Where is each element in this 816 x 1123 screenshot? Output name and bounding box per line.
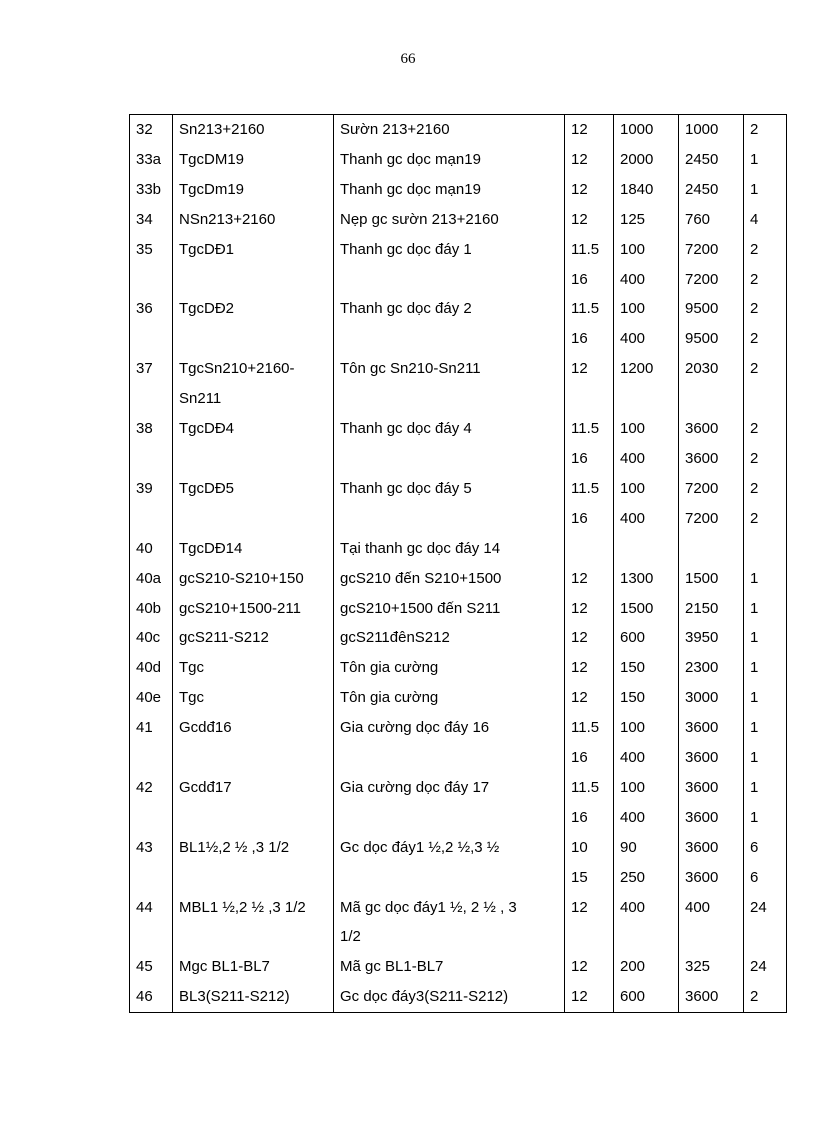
length-cell: 2150 (679, 594, 744, 624)
description-cell: Gia cường dọc đáy 16 (334, 713, 565, 743)
quantity-cell: 1 (744, 175, 787, 205)
item-number-cell: 40c (130, 623, 173, 653)
description-cell: Tại thanh gc dọc đáy 14 (334, 534, 565, 564)
part-code-cell (173, 265, 334, 295)
width-cell: 125 (614, 205, 679, 235)
table-row (130, 205, 787, 235)
item-number-cell: 42 (130, 773, 173, 803)
part-code-cell: Mgc BL1-BL7 (173, 952, 334, 982)
width-cell: 100 (614, 294, 679, 324)
description-cell: Thanh gc dọc mạn19 (334, 175, 565, 205)
part-code-cell (173, 922, 334, 952)
thickness-cell: 12 (565, 354, 614, 384)
quantity-cell: 1 (744, 564, 787, 594)
width-cell: 1840 (614, 175, 679, 205)
width-cell: 150 (614, 653, 679, 683)
part-code-cell (173, 803, 334, 833)
quantity-cell: 2 (744, 444, 787, 474)
quantity-cell: 2 (744, 474, 787, 504)
length-cell: 3600 (679, 444, 744, 474)
part-code-cell: Gcdđ17 (173, 773, 334, 803)
description-cell: gcS210 đến S210+1500 (334, 564, 565, 594)
item-number-cell (130, 743, 173, 773)
length-cell: 9500 (679, 294, 744, 324)
item-number-cell (130, 803, 173, 833)
part-code-cell: BL3(S211-S212) (173, 982, 334, 1012)
part-code-cell (173, 504, 334, 534)
part-code-cell: Tgc (173, 683, 334, 713)
item-number-cell: 45 (130, 952, 173, 982)
description-cell (334, 863, 565, 893)
table-row (130, 504, 787, 534)
length-cell: 3600 (679, 414, 744, 444)
quantity-cell (744, 922, 787, 952)
description-cell: Thanh gc dọc đáy 1 (334, 235, 565, 265)
quantity-cell: 1 (744, 623, 787, 653)
parts-table (129, 114, 787, 1013)
description-cell (334, 384, 565, 414)
table-row (130, 294, 787, 324)
item-number-cell: 35 (130, 235, 173, 265)
length-cell: 9500 (679, 324, 744, 354)
table-row (130, 534, 787, 564)
thickness-cell: 11.5 (565, 773, 614, 803)
length-cell: 7200 (679, 474, 744, 504)
item-number-cell (130, 444, 173, 474)
length-cell (679, 384, 744, 414)
quantity-cell (744, 384, 787, 414)
description-cell: Mã gc BL1-BL7 (334, 952, 565, 982)
width-cell (614, 534, 679, 564)
part-code-cell (173, 743, 334, 773)
thickness-cell: 12 (565, 952, 614, 982)
item-number-cell (130, 504, 173, 534)
length-cell: 325 (679, 952, 744, 982)
width-cell (614, 384, 679, 414)
part-code-cell: Sn211 (173, 384, 334, 414)
description-cell (334, 265, 565, 295)
width-cell: 400 (614, 743, 679, 773)
item-number-cell (130, 384, 173, 414)
length-cell: 7200 (679, 504, 744, 534)
thickness-cell: 16 (565, 743, 614, 773)
quantity-cell: 24 (744, 952, 787, 982)
item-number-cell: 40a (130, 564, 173, 594)
item-number-cell: 34 (130, 205, 173, 235)
parts-table-body (130, 115, 787, 1013)
table-row (130, 683, 787, 713)
item-number-cell (130, 265, 173, 295)
width-cell: 150 (614, 683, 679, 713)
description-cell: Thanh gc dọc đáy 2 (334, 294, 565, 324)
table-row (130, 414, 787, 444)
width-cell: 1200 (614, 354, 679, 384)
width-cell: 100 (614, 474, 679, 504)
item-number-cell: 33a (130, 145, 173, 175)
part-code-cell: BL1½,2 ½ ,3 1/2 (173, 833, 334, 863)
quantity-cell: 2 (744, 235, 787, 265)
length-cell: 2030 (679, 354, 744, 384)
description-cell: Thanh gc dọc đáy 5 (334, 474, 565, 504)
part-code-cell: gcS210-S210+150 (173, 564, 334, 594)
thickness-cell: 10 (565, 833, 614, 863)
width-cell: 100 (614, 414, 679, 444)
length-cell: 3600 (679, 833, 744, 863)
table-row (130, 115, 787, 145)
width-cell: 2000 (614, 145, 679, 175)
width-cell: 200 (614, 952, 679, 982)
description-cell (334, 324, 565, 354)
item-number-cell: 37 (130, 354, 173, 384)
description-cell: Tôn gc Sn210-Sn211 (334, 354, 565, 384)
thickness-cell: 12 (565, 145, 614, 175)
width-cell: 600 (614, 982, 679, 1012)
length-cell (679, 922, 744, 952)
description-cell: Nẹp gc sườn 213+2160 (334, 205, 565, 235)
description-cell (334, 444, 565, 474)
length-cell: 400 (679, 893, 744, 923)
part-code-cell: MBL1 ½,2 ½ ,3 1/2 (173, 893, 334, 923)
thickness-cell: 12 (565, 205, 614, 235)
quantity-cell (744, 534, 787, 564)
width-cell: 90 (614, 833, 679, 863)
table-row (130, 594, 787, 624)
quantity-cell: 1 (744, 145, 787, 175)
thickness-cell: 16 (565, 265, 614, 295)
width-cell: 1300 (614, 564, 679, 594)
part-code-cell: gcS211-S212 (173, 623, 334, 653)
part-code-cell: gcS210+1500-211 (173, 594, 334, 624)
quantity-cell: 1 (744, 803, 787, 833)
quantity-cell: 1 (744, 683, 787, 713)
table-row (130, 354, 787, 384)
description-cell: Thanh gc dọc đáy 4 (334, 414, 565, 444)
thickness-cell: 11.5 (565, 414, 614, 444)
width-cell: 400 (614, 265, 679, 295)
quantity-cell: 24 (744, 893, 787, 923)
description-cell: Gc dọc đáy1 ½,2 ½,3 ½ (334, 833, 565, 863)
length-cell: 760 (679, 205, 744, 235)
table-row (130, 444, 787, 474)
thickness-cell: 15 (565, 863, 614, 893)
width-cell: 100 (614, 713, 679, 743)
table-row (130, 952, 787, 982)
quantity-cell: 2 (744, 294, 787, 324)
item-number-cell: 43 (130, 833, 173, 863)
description-cell: 1/2 (334, 922, 565, 952)
width-cell: 100 (614, 235, 679, 265)
table-row (130, 743, 787, 773)
item-number-cell (130, 922, 173, 952)
quantity-cell: 6 (744, 833, 787, 863)
table-row (130, 564, 787, 594)
quantity-cell: 2 (744, 115, 787, 145)
quantity-cell: 1 (744, 773, 787, 803)
item-number-cell: 39 (130, 474, 173, 504)
quantity-cell: 1 (744, 713, 787, 743)
quantity-cell: 2 (744, 265, 787, 295)
width-cell: 400 (614, 444, 679, 474)
item-number-cell: 46 (130, 982, 173, 1012)
item-number-cell (130, 324, 173, 354)
table-row (130, 145, 787, 175)
quantity-cell: 2 (744, 504, 787, 534)
width-cell: 1500 (614, 594, 679, 624)
table-row (130, 833, 787, 863)
thickness-cell: 12 (565, 982, 614, 1012)
item-number-cell: 33b (130, 175, 173, 205)
part-code-cell: TgcDĐ1 (173, 235, 334, 265)
thickness-cell: 16 (565, 803, 614, 833)
table-row (130, 175, 787, 205)
item-number-cell (130, 863, 173, 893)
width-cell: 400 (614, 893, 679, 923)
length-cell: 2300 (679, 653, 744, 683)
description-cell (334, 743, 565, 773)
quantity-cell: 2 (744, 324, 787, 354)
thickness-cell: 11.5 (565, 474, 614, 504)
item-number-cell: 41 (130, 713, 173, 743)
thickness-cell: 12 (565, 653, 614, 683)
length-cell: 7200 (679, 235, 744, 265)
description-cell: Sườn 213+2160 (334, 115, 565, 145)
part-code-cell: TgcDm19 (173, 175, 334, 205)
part-code-cell: TgcSn210+2160- (173, 354, 334, 384)
length-cell: 2450 (679, 175, 744, 205)
thickness-cell (565, 384, 614, 414)
table-row (130, 235, 787, 265)
length-cell: 3950 (679, 623, 744, 653)
description-cell: gcS210+1500 đến S211 (334, 594, 565, 624)
item-number-cell: 40e (130, 683, 173, 713)
part-code-cell: NSn213+2160 (173, 205, 334, 235)
length-cell: 3600 (679, 803, 744, 833)
quantity-cell: 2 (744, 354, 787, 384)
quantity-cell: 1 (744, 743, 787, 773)
description-cell: Gia cường dọc đáy 17 (334, 773, 565, 803)
table-row (130, 265, 787, 295)
part-code-cell: Gcdđ16 (173, 713, 334, 743)
length-cell: 7200 (679, 265, 744, 295)
description-cell: Mã gc dọc đáy1 ½, 2 ½ , 3 (334, 893, 565, 923)
table-row (130, 803, 787, 833)
table-row (130, 623, 787, 653)
thickness-cell: 12 (565, 115, 614, 145)
part-code-cell (173, 324, 334, 354)
table-row (130, 922, 787, 952)
thickness-cell: 11.5 (565, 235, 614, 265)
part-code-cell: Tgc (173, 653, 334, 683)
thickness-cell: 12 (565, 594, 614, 624)
thickness-cell: 12 (565, 175, 614, 205)
thickness-cell: 16 (565, 504, 614, 534)
table-row (130, 982, 787, 1012)
thickness-cell: 12 (565, 623, 614, 653)
quantity-cell: 4 (744, 205, 787, 235)
table-row (130, 863, 787, 893)
page-number: 66 (400, 51, 416, 67)
part-code-cell: TgcDĐ4 (173, 414, 334, 444)
description-cell: gcS211đênS212 (334, 623, 565, 653)
item-number-cell: 32 (130, 115, 173, 145)
description-cell: Gc dọc đáy3(S211-S212) (334, 982, 565, 1012)
description-cell (334, 803, 565, 833)
part-code-cell: TgcDĐ2 (173, 294, 334, 324)
length-cell (679, 534, 744, 564)
description-cell (334, 504, 565, 534)
width-cell: 400 (614, 504, 679, 534)
part-code-cell: TgcDĐ5 (173, 474, 334, 504)
length-cell: 3600 (679, 863, 744, 893)
description-cell: Thanh gc dọc mạn19 (334, 145, 565, 175)
part-code-cell (173, 444, 334, 474)
description-cell: Tôn gia cường (334, 653, 565, 683)
quantity-cell: 6 (744, 863, 787, 893)
length-cell: 1000 (679, 115, 744, 145)
thickness-cell: 11.5 (565, 294, 614, 324)
table-row (130, 384, 787, 414)
width-cell (614, 922, 679, 952)
length-cell: 2450 (679, 145, 744, 175)
width-cell: 600 (614, 623, 679, 653)
thickness-cell (565, 922, 614, 952)
part-code-cell: TgcDM19 (173, 145, 334, 175)
thickness-cell: 12 (565, 564, 614, 594)
table-row (130, 324, 787, 354)
item-number-cell: 40d (130, 653, 173, 683)
width-cell: 100 (614, 773, 679, 803)
quantity-cell: 1 (744, 653, 787, 683)
thickness-cell: 16 (565, 444, 614, 474)
width-cell: 1000 (614, 115, 679, 145)
thickness-cell: 16 (565, 324, 614, 354)
thickness-cell: 11.5 (565, 713, 614, 743)
item-number-cell: 40b (130, 594, 173, 624)
item-number-cell: 40 (130, 534, 173, 564)
description-cell: Tôn gia cường (334, 683, 565, 713)
quantity-cell: 1 (744, 594, 787, 624)
thickness-cell: 12 (565, 893, 614, 923)
part-code-cell (173, 863, 334, 893)
item-number-cell: 36 (130, 294, 173, 324)
thickness-cell (565, 534, 614, 564)
length-cell: 3600 (679, 982, 744, 1012)
table-row (130, 893, 787, 923)
length-cell: 3600 (679, 743, 744, 773)
width-cell: 250 (614, 863, 679, 893)
width-cell: 400 (614, 803, 679, 833)
item-number-cell: 44 (130, 893, 173, 923)
table-row (130, 773, 787, 803)
length-cell: 1500 (679, 564, 744, 594)
width-cell: 400 (614, 324, 679, 354)
part-code-cell: Sn213+2160 (173, 115, 334, 145)
length-cell: 3000 (679, 683, 744, 713)
length-cell: 3600 (679, 713, 744, 743)
table-row (130, 474, 787, 504)
table-row (130, 653, 787, 683)
quantity-cell: 2 (744, 414, 787, 444)
table-row (130, 713, 787, 743)
length-cell: 3600 (679, 773, 744, 803)
item-number-cell: 38 (130, 414, 173, 444)
part-code-cell: TgcDĐ14 (173, 534, 334, 564)
thickness-cell: 12 (565, 683, 614, 713)
quantity-cell: 2 (744, 982, 787, 1012)
